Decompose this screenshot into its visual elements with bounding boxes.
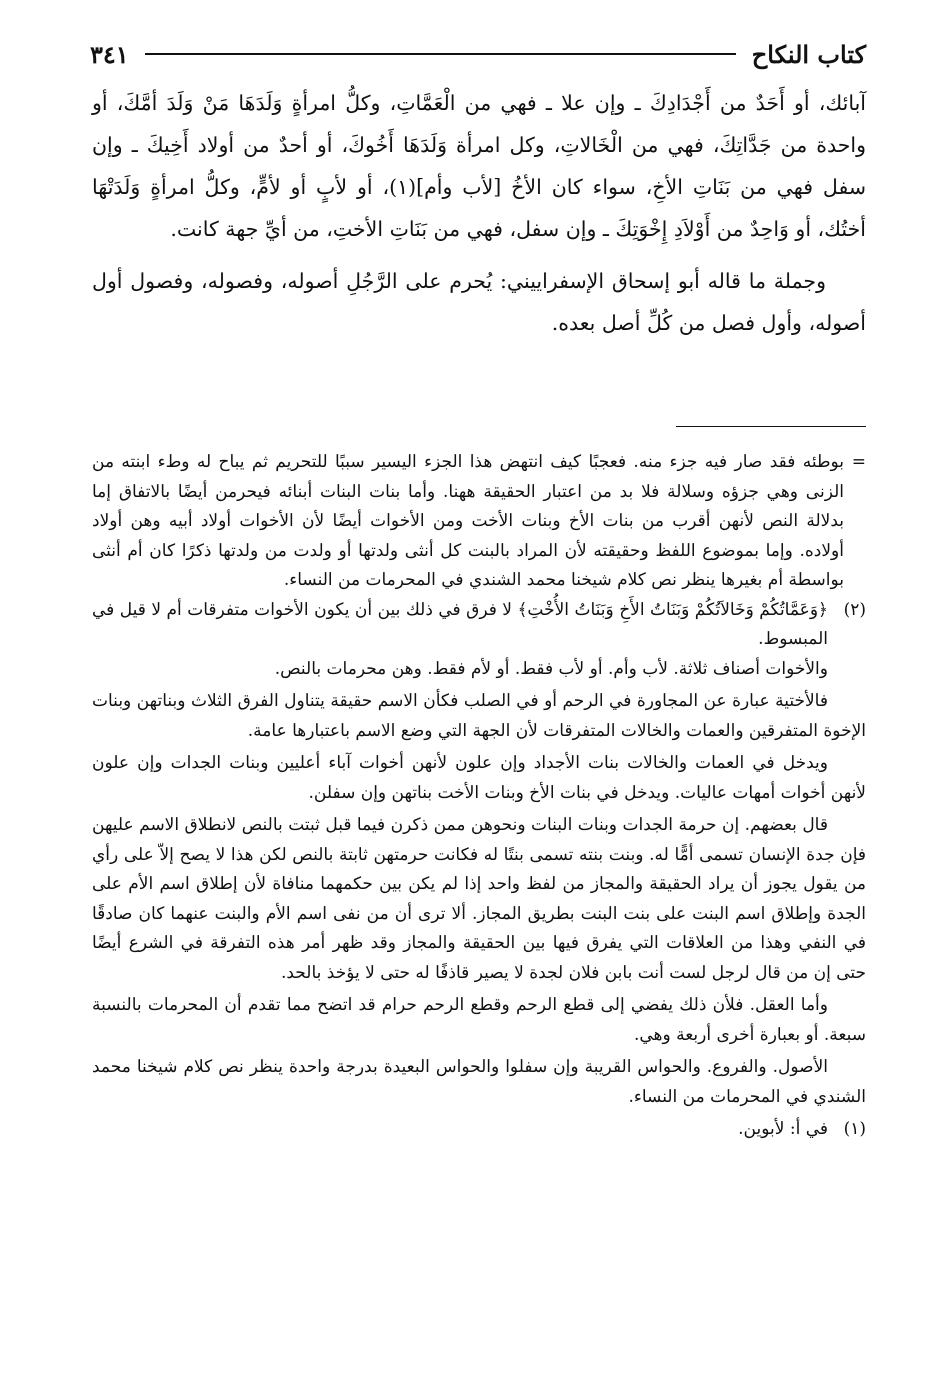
footnote-1 bbox=[92, 1115, 866, 1145]
footnote-separator bbox=[676, 426, 866, 427]
footnote-continuation bbox=[92, 448, 866, 596]
footnote-paragraph: فالأختية عبارة عن المجاورة في الرحم أو في الصلب فكأن الاسم حقيقة يتناول الفرق الثلاث وبناتهن وبنات الإخوة المتفرقين والعمات والخالات المتفرقات لأن الجهة التي وضع الاسم باعتبارها عامة. bbox=[92, 691, 866, 741]
footnotes bbox=[92, 448, 866, 1145]
page-number: ٣٤١ bbox=[90, 39, 129, 69]
book-title: كتاب النكاح bbox=[751, 39, 866, 69]
main-paragraph: آبائك، أو أَحَدٌ من أَجْدَادِكَ ـ وإن علا ـ فهي من الْعَمَّاتِ، وكلُّ امرأةٍ وَلَدَهَا مَنْ وَلَدَ أمَّكَ، أو واحدة من جَدَّاتِكَ، فهي من الْخَالاتِ، وكل امرأة وَلَدَهَا أَخُوكَ، أو أحدٌ من أولاد أَخِيكَ ـ وإن سفل فهي من بَنَاتِ الأخِ، سواء كان الأخُ [لأب وأم](١)، أو لأبٍ أو لأمٍّ، وكلُّ امرأةٍ وَلَدَتْهَا أختُك، أو وَاحِدٌ من أَوْلاَدِ إِخْوَتِكَ ـ وإن سفل، فهي من بَنَاتِ الأختِ، من أيِّ جهة كانت. bbox=[92, 91, 866, 241]
main-text bbox=[92, 82, 866, 344]
running-header bbox=[90, 34, 866, 74]
footnote-text: في أ: لأبوين. bbox=[738, 1119, 828, 1139]
footnote-text: بوطئه فقد صار فيه جزء منه. فعجبًا كيف انتهض هذا الجزء اليسير سببًا للتحريم ثم يباح له وطء ابنته من الزنى وهي جزؤه وسلالة فلا بد من اعتبار الحقيقة ههنا. وأما بنات البنات أبنائه فيحرمن أيضًا بالاتفاق إما بدلالة النص لأنهن أقرب من بنات الأخ وبنات الأخت ومن الأخوات أيضًا لأن الأخوات أولاد أبيه وهن أولاد أولاده. وإما بموضوع اللفظ وحقيقته لأن المراد بالبنت كل أنثى ولدتها أو ولدت من ولدتها ذكرًا كان أم أنثى بواسطة أم بغيرها ينظر نص كلام شيخنا محمد الشندي في المحرمات من النساء. bbox=[92, 452, 844, 590]
footnote-marker: (١) bbox=[843, 1119, 866, 1139]
footnote-marker: (٢) bbox=[843, 599, 866, 620]
footnote-paragraph: ويدخل في العمات والخالات بنات الأجداد وإن علون لأنهن أخوات آباء أعليين وبنات الجدات وإن علون لأنهن أخوات أمهات عاليات. ويدخل في بنات الأخ وبنات الأخت بناتهن وإن سفلن. bbox=[92, 753, 866, 803]
footnote-paragraph: قال بعضهم. إن حرمة الجدات وبنات البنات ونحوهن ممن ذكرن فيما قبل ثبتت بالنص لانطلاق الاسم عليهن فإن جدة الإنسان تسمى أمًّا له. وبنت بنته تسمى بنتًا له فكانت حرمتهن ثابتة بالنص لكن هذا لا يصح إلاّ على رأي من يقول يجوز أن يراد الحقيقة والمجاز من لفظ واحد إذا لم يكن بين حكمهما منافاة لأن إطلاق اسم الأم على الجدة وإطلاق اسم البنت على بنت البنت بطريق المجاز. ألا ترى أن من نفى اسم الأم والبنت عنهما كان صادقًا في النفي وهذا من العلاقات التي يفرق فيها بين الحقيقة والمجاز وقد ظهر أمر هذه التفرقة في الشرع أيضًا حتى إن من قال لرجل لست أنت بابن فلان لجدة لا يصير قاذفًا له حتى لا يؤخذ بالحد. bbox=[92, 815, 866, 983]
footnote-paragraph: وأما العقل. فلأن ذلك يفضي إلى قطع الرحم وقطع الرحم حرام قد اتضح مما تقدم أن المحرمات بالنسبة سبعة. أو بعبارة أخرى أربعة وهي. bbox=[92, 995, 866, 1045]
footnote-text: ﴿وَعَمَّاتُكُمْ وَخَالاَتُكُمْ وَبَنَاتُ الأَخِ وَبَنَاتُ الأُخْتِ﴾ لا فرق في ذلك بين أن يكون الأخوات متفرقات أم لا قيل في المبسوط. bbox=[92, 599, 828, 649]
footnote-paragraph: والأخوات أصناف ثلاثة. لأب وأم. أو لأب فقط. أو لأم فقط. وهن محرمات بالنص. bbox=[274, 658, 828, 679]
header-rule bbox=[145, 53, 736, 55]
main-paragraph: وجملة ما قاله أبو إسحاق الإسفراييني: يُحرم على الرَّجُلِ أصوله، وفصوله، وفصول أول أصوله، وأول فصل من كُلِّ أصل بعده. bbox=[92, 269, 866, 335]
continuation-marker: = bbox=[851, 452, 866, 472]
footnote-paragraph: الأصول. والفروع. والحواس القريبة وإن سفلوا والحواس البعيدة بدرجة واحدة ينظر نص كلام شيخنا محمد الشندي في المحرمات من النساء. bbox=[92, 1057, 866, 1107]
footnote-2 bbox=[92, 596, 866, 655]
